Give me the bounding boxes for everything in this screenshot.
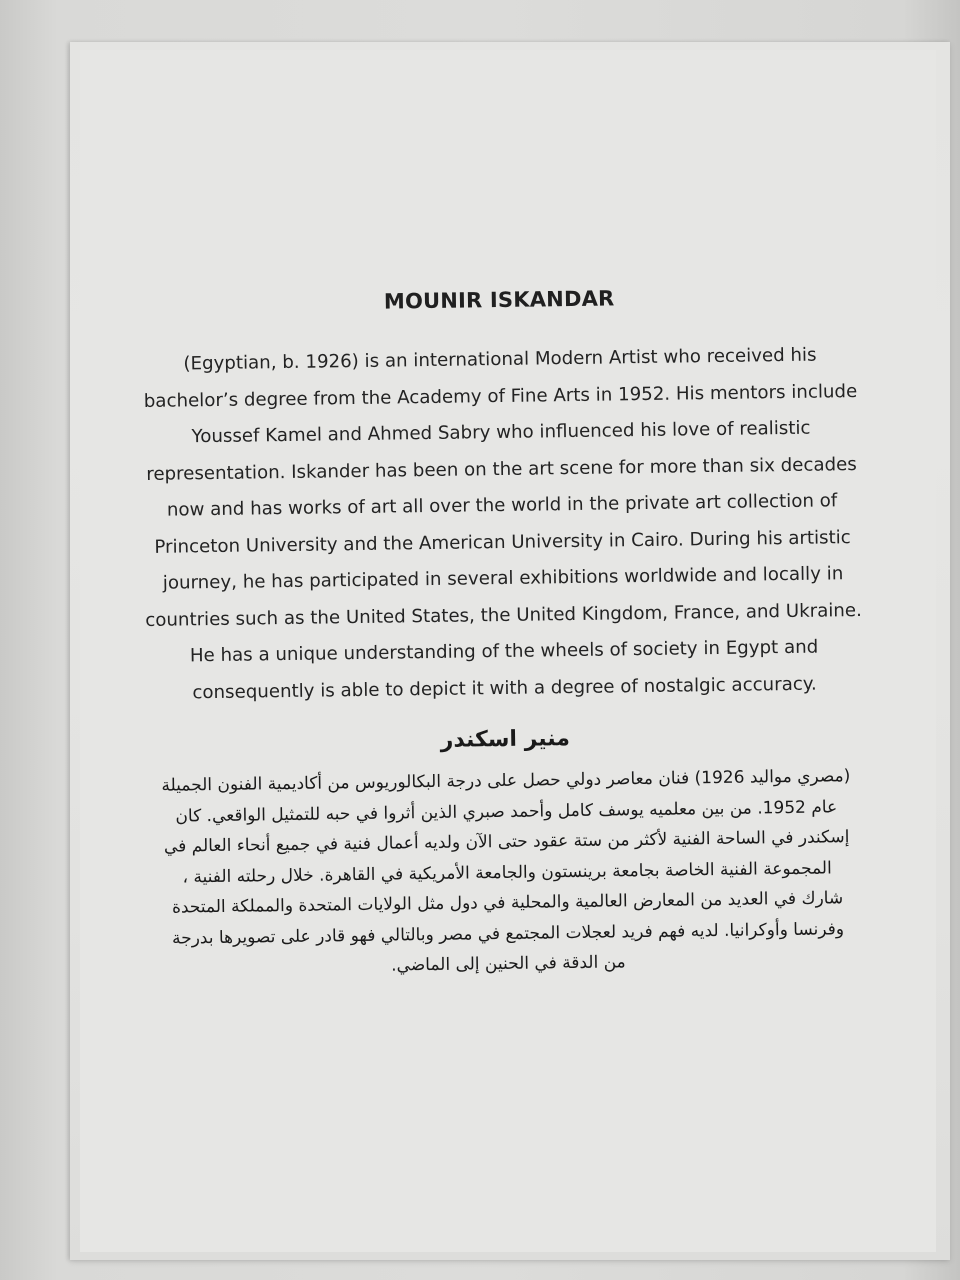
bio-ar-line: (مصري مواليد 1926) فنان معاصر دولي حصل على درجة البكالوريوس من أكاديمية الفنون الجميلة (161, 766, 851, 796)
bio-ar-line: المجموعة الفنية الخاصة بجامعة برينستون والجامعة الأمريكية في القاهرة. خلال رحلته الفنية ، (182, 857, 832, 887)
bio-en-line: consequently is able to depict it with a degree of nostalgic accuracy. (192, 673, 817, 703)
bio-en-line: Youssef Kamel and Ahmed Sabry who influenced his love of realistic (191, 417, 811, 448)
bio-ar-line: عام 1952. من بين معلميه يوسف كامل وأحمد صبري الذين أثروا في حبه للتمثيل الواقعي. كان (175, 796, 838, 827)
bio-en-line: representation. Iskander has been on the art scene for more than six decades (146, 453, 857, 485)
bio-ar-line: إسكندر في الساحة الفنية لأكثر من ستة عقود حتى الآن ولديه أعمال فنية في جميع أنحاء العالم في (163, 827, 850, 857)
bio-ar-line: وفرنسا وأوكرانيا. لديه فهم فريد لعجلات المجتمع في مصر وبالتالي فهو قادر على تصويرها بدرجة (171, 918, 845, 949)
bio-ar-line: من الدقة في الحنين إلى الماضي. (391, 952, 626, 976)
bio-ar-line: شارك في العديد من المعارض العالمية والمحلية في دول مثل الولايات المتحدة والمملكة المتحدة (171, 888, 844, 918)
artist-name-en: MOUNIR ISKANDAR (383, 286, 615, 314)
biography-en (105, 336, 900, 712)
bio-en-line: now and has works of art all over the world in the private art collection of (166, 490, 838, 521)
biography-ar (111, 760, 904, 985)
card-content (104, 282, 904, 984)
artist-info-card (70, 42, 950, 1260)
bio-en-line: He has a unique understanding of the wheels of society in Egypt and (189, 636, 819, 667)
bio-en-line: bachelor’s degree from the Academy of Fine Arts in 1952. His mentors include (143, 380, 858, 412)
bio-en-line: Princeton University and the American University in Cairo. During his artistic (154, 526, 851, 558)
bio-en-line: countries such as the United States, the United Kingdom, France, and Ukraine. (145, 599, 862, 631)
bio-en-line: (Egyptian, b. 1926) is an international Modern Artist who received his (183, 344, 817, 375)
artist-name-ar: منير اسكندر (440, 726, 571, 753)
bio-en-line: journey, he has participated in several exhibitions worldwide and locally in (162, 563, 844, 594)
